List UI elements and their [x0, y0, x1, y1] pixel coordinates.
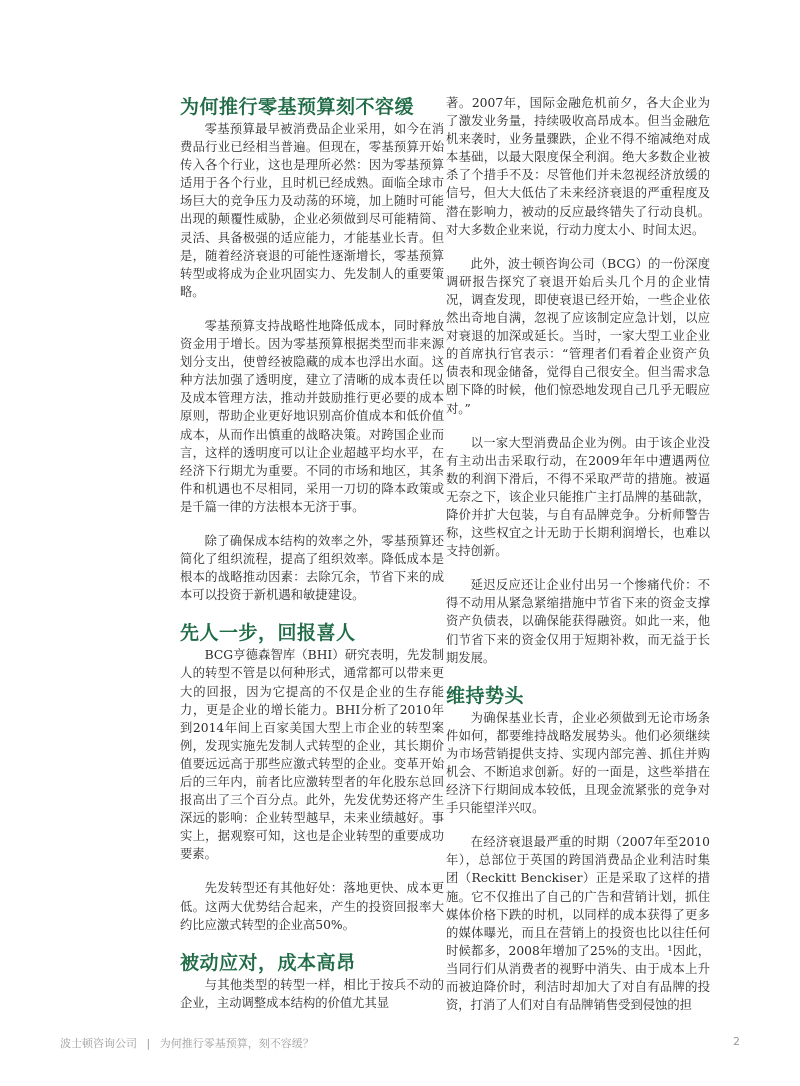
footer-title: 为何推行零基预算，刻不容缓？	[159, 1037, 314, 1050]
paragraph: 著。2007年，国际金融危机前夕，各大企业为了激发业务量，持续吸收高昂成本。但当金融危机来袭时，业务量骤跌，企业不得不缩减绝对成本基础，以最大限度保全利润。绝大多数企业被杀了个措手不及：尽管他们并未忽视经济放缓的信号，但大大低估了未来经济衰退的严重程度及潜在影响力，被动的反应最终错失了行动良机。对大多数企业来说，行动力度太小、时间太迟。	[446, 96, 710, 237]
section-heading: 被动应对，成本高昂	[180, 951, 356, 974]
paragraph: 零基预算最早被消费品企业采用，如今在消费品行业已经相当普遍。但现在，零基预算开始传入各个行业，这也是理所必然：因为零基预算适用于各个行业，且时机已经成熟。面临全球市场巨大的竞争压力及动荡的环境，加上随时可能出现的颠覆性威胁，企业必须做到尽可能精简、灵活、具备极强的适应能力，才能基业长青。但是，随着经济衰退的可能性逐渐增长，零基预算转型或将成为企业巩固实力、先发制人的重要策略。	[180, 122, 444, 299]
paragraph: 除了确保成本结构的效率之外，零基预算还简化了组织流程，提高了组织效率。降低成本是根本的战略推动因素：去除冗余，节省下来的成本可以投资于新机遇和敏捷建设。	[180, 533, 444, 603]
paragraph: 零基预算支持战略性地降低成本，同时释放资金用于增长。因为零基预算根据类型而非来源划分支出，使曾经被隐藏的成本也浮出水面。这种方法加强了透明度，建立了清晰的成本责任以及成本管理方法，推动并鼓励推行更必要的成本原则，帮助企业更好地识别高价值成本和低价值成本，从而作出慎重的战略决策。对跨国企业而言，这样的透明度可以让企业超越平均水平，在经济下行期尤为重要。不同的市场和地区，其条件和机遇也不尽相同，采用一刀切的降本政策或是千篇一律的方法根本无济于事。	[180, 318, 444, 514]
paragraph: 以一家大型消费品企业为例。由于该企业没有主动出击采取行动，在2009年年中遭遇两位数的利润下滑后，不得不采取严苛的措施。被逼无奈之下，该企业只能推广主打品牌的基础款，降价并扩大包装，与自有品牌竞争。分析师警告称，这些权宜之计无助于长期利润增长，也难以支持创新。	[446, 435, 710, 559]
footer-company: 波士顿咨询公司	[60, 1037, 137, 1050]
section-heading: 为何推行零基预算刻不容缓	[180, 96, 415, 118]
paragraph: 先发转型还有其他好处：落地更快、成本更低。这两大优势结合起来，产生的投资回报率大约比应激式转型的企业高50%。	[180, 881, 444, 932]
footer-separator: |	[146, 1037, 151, 1050]
section-heading: 先人一步，回报喜人	[180, 622, 356, 645]
paragraph: 此外，波士顿咨询公司（BCG）的一份深度调研报告探究了衰退开始后头几个月的企业情况，调查发现，即使衰退已经开始，一些企业依然出奇地自满，忽视了应该制定应急计划，以应对衰退的加深或延长。当时，一家大型工业企业的首席执行官表示：“管理者们看着企业资产负债表和现金储备，觉得自己很安全。但当需求急剧下降的时候，他们惊恐地发现自己几乎无暇应对。”	[446, 256, 710, 416]
right-column	[446, 94, 710, 1030]
page-number: 2	[733, 1035, 740, 1048]
section-heading: 维持势头	[446, 684, 525, 707]
paragraph: 延迟反应还让企业付出另一个惨痛代价：不得不动用从紧急紧缩措施中节省下来的资金支撑资产负债表，以确保能获得融资。如此一来，他们节省下来的资金仅用于短期补救，而无益于长期发展。	[446, 578, 710, 665]
paragraph: 在经济衰退最严重的时期（2007年至2010年），总部位于英国的跨国消费品企业利洁时集团（Reckitt Benckiser）正是采取了这样的措施。它不仅推出了自己的广告和营销计划，抓住媒体价格下跌的时机，以同样的成本获得了更多的媒体曝光，而且在营销上的投资也比以往任何时候都多，2008年增加了25%的支出。¹因此，当同行们从消费者的视野中消失、由于成本上升而被迫降价时，利洁时却加大了对自有品牌的投资，打消了人们对自有品牌销售受到侵蚀的担	[446, 835, 710, 1013]
paragraph: 为确保基业长青，企业必须做到无论市场条件如何，都要维持战略发展势头。他们必须继续为市场营销提供支持、实现内部完善、抓住并购机会、不断追求创新。好的一面是，这些举措在经济下行期间成本较低，且现金流紧张的竞争对手只能望洋兴叹。	[446, 710, 710, 816]
page-footer	[60, 1035, 740, 1051]
left-column	[180, 94, 444, 1028]
paragraph: BCG亨德森智库（BHI）研究表明，先发制人的转型不管是以何种形式，通常都可以带来更大的回报，因为它提高的不仅是企业的生存能力，更是企业的增长能力。BHI分析了2010年到2014年间上百家美国大型上市企业的转型案例，发现实施先发制人式转型的企业，其长期价值要远远高于那些应激式转型的企业。变革开始后的三年内，前者比应激转型者的年化股东总回报高出了三个百分点。此外，先发优势还将产生深远的影响：企业转型越早，未来业绩越好。事实上，据观察可知，这也是企业转型的重要成功要素。	[180, 648, 444, 862]
paragraph: 与其他类型的转型一样，相比于按兵不动的企业，主动调整成本结构的价值尤其显	[180, 977, 444, 1010]
